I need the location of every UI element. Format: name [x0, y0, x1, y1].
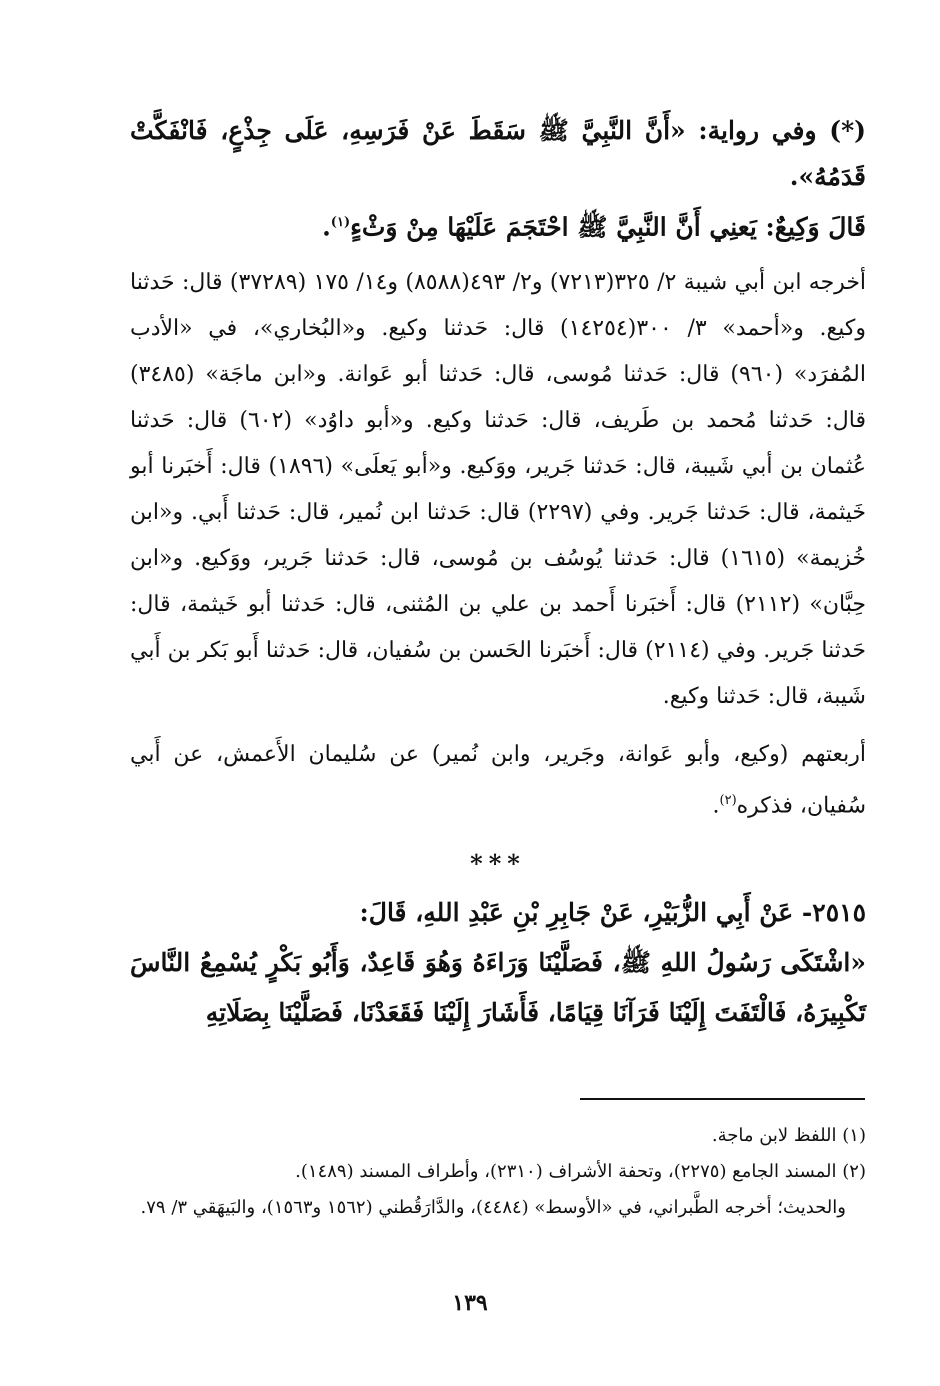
footnote-ref-2[interactable]: (٢)	[719, 793, 737, 809]
footnotes	[130, 1118, 866, 1226]
hadith-text: «اشْتَكَى رَسُولُ اللهِ ﷺ، فَصَلَّيْنَا وَرَاءَهُ وَهُوَ قَاعِدٌ، وَأَبُو بَكْرٍ يُسْمِعُ النَّاسَ تَكْبِيرَهُ، فَالْتَفَتَ إِلَيْنَا فَرَآنَا قِيَامًا، فَأَشَارَ إِلَيْنَا فَقَعَدْنَا، فَصَلَّيْنَا بِصَلَاتِهِ	[130, 947, 866, 1027]
summary-text: أربعتهم (وكيع، وأبو عَوانة، وجَرير، وابن نُمير) عن سُليمان الأَعمش، عن أَبي سُفيان، فذكره	[130, 742, 866, 819]
footnote-2: (٢) المسند الجامع (٢٢٧٥)، وتحفة الأشراف (٢٣١٠)، وأطراف المسند (١٤٨٩).	[295, 1161, 866, 1182]
section-separator: ***	[470, 848, 526, 878]
footnote-ref-1[interactable]: (١)	[330, 215, 351, 230]
page-number: ١٣٩	[452, 1290, 488, 1316]
waki-note: قَالَ وَكِيعٌ: يَعنِي أَنَّ النَّبِيَّ ﷺ احْتَجَمَ عَلَيْهَا مِنْ وَثْءٍ$^{(١)}$.	[322, 212, 866, 242]
hadith-narration: (*) وفي رواية: «أَنَّ النَّبِيَّ ﷺ سَقَطَ عَنْ فَرَسِهِ، عَلَى جِذْعٍ، فَانْفَكَّتْ قَدَمُهُ».	[130, 116, 866, 191]
footnote-divider	[580, 1098, 865, 1100]
takhrij-paragraph: أخرجه ابن أبي شيبة ٢/ ٣٢٥(٧٢١٣) و٢/ ٤٩٣(٨٥٨٨) و١٤/ ١٧٥ (٣٧٢٨٩) قال: حَدثنا وكيع. و«أحمد» ٣/ ٣٠٠(١٤٢٥٤) قال: حَدثنا وكيع. و«البُخاري»، في «الأدب المُفرَد» (٩٦٠) قال: حَدثنا مُوسى، قال: حَدثنا أبو عَوانة. و«ابن ماجَة» (٣٤٨٥) قال: حَدثنا مُحمد بن طَريف، قال: حَدثنا وكيع. و«أبو داوُد» (٦٠٢) قال: حَدثنا عُثمان بن أبي شَيبة، قال: حَدثنا جَرير، ووَكيع. و«أبو يَعلَى» (١٨٩٦) قال: أَخبَرنا أبو خَيثمة، قال: حَدثنا جَرير. وفي (٢٢٩٧) قال: حَدثنا ابن نُمير، قال: حَدثنا أَبي. و«ابن خُزيمة» (١٦١٥) قال: حَدثنا يُوسُف بن مُوسى، قال: حَدثنا جَرير، ووَكيع. و«ابن حِبَّان» (٢١١٢) قال: أَخبَرنا أَحمد بن علي بن المُثنى، قال: حَدثنا أبو خَيثمة، قال: حَدثنا جَرير. وفي (٢١١٤) قال: أَخبَرنا الحَسن بن سُفيان، قال: حَدثنا أَبو بَكر بن أَبي شَيبة، قال: حَدثنا وكيع.	[130, 270, 867, 710]
summary-paragraph: أربعتهم (وكيع، وأبو عَوانة، وجَرير، وابن نُمير) عن سُليمان الأَعمش، عن أَبي سُفيان، فذكره$^{(٢)}$.	[130, 742, 866, 819]
footnote-1: (١) اللفظ لابن ماجة.	[711, 1125, 866, 1146]
hadith-number-line: ٢٥١٥- عَنْ أَبِي الزُّبَيْرِ، عَنْ جَابِرِ بْنِ عَبْدِ اللهِ، قَالَ:	[359, 897, 866, 927]
footnote-2-continuation: والحديث؛ أخرجه الطَّبراني، في «الأوسط» (٤٤٨٤)، والدَّارَقُطني (١٥٦٢ و١٥٦٣)، والبَيهَقي ٣/ ٧٩.	[140, 1197, 846, 1218]
waki-note-text: قَالَ وَكِيعٌ: يَعنِي أَنَّ النَّبِيَّ ﷺ احْتَجَمَ عَلَيْهَا مِنْ وَثْءٍ	[350, 212, 866, 242]
page-body	[130, 108, 866, 1038]
